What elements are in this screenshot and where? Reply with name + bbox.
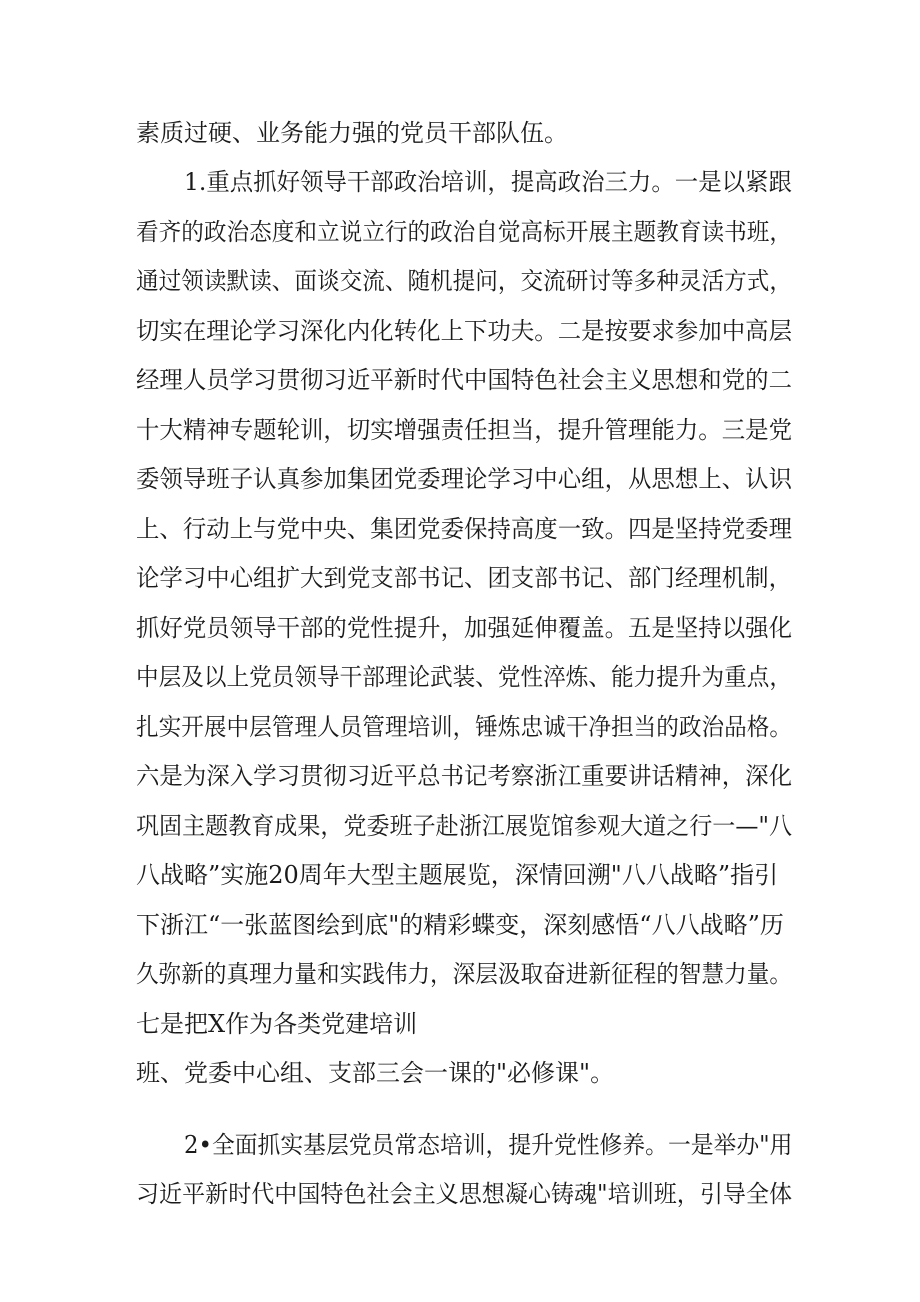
text-line: 七是把X作为各类党建培训: [136, 1010, 418, 1038]
text-line: 论学习中心组扩大到党支部书记、团支部书记、部门经理机制，: [136, 564, 793, 592]
text-line: 六是为深入学习贯彻习近平总书记考察浙江重要讲话精神，深化: [136, 762, 793, 790]
text-line: 上、行动上与党中央、集团党委保持高度一致。四是坚持党委理: [136, 515, 793, 543]
text-line: 2•全面抓实基层党员常态培训，提升党性修养。一是举办"用: [184, 1131, 793, 1159]
text-line: 看齐的政治态度和立说立行的政治自觉高标开展主题教育读书班，: [136, 218, 792, 246]
text-line: 下浙江“一张蓝图绘到底"的精彩蝶变，深刻感悟“八八战略”历: [136, 911, 784, 939]
text-line: 素质过硬、业务能力强的党员干部队伍。: [136, 119, 568, 147]
text-line: 切实在理论学习深化内化转化上下功夫。二是按要求参加中高层: [136, 317, 793, 345]
text-line: 八战略”实施20周年大型主题展览，深情回溯"八八战略”指引: [136, 861, 779, 889]
text-line: 班、党委中心组、支部三会一课的"必修课"。: [136, 1059, 615, 1087]
text-line: 抓好党员领导干部的党性提升，加强延伸覆盖。五是坚持以强化: [136, 614, 793, 642]
text-line: 习近平新时代中国特色社会主义思想凝心铸魂"培训班，引导全体: [136, 1180, 793, 1208]
text-line: 委领导班子认真参加集团党委理论学习中心组，从思想上、认识: [136, 465, 793, 493]
text-line: 久弥新的真理力量和实践伟力，深层汲取奋进新征程的智慧力量。: [136, 960, 792, 988]
text-line: 经理人员学习贯彻习近平新时代中国特色社会主义思想和党的二: [136, 366, 793, 394]
text-line: 巩固主题教育成果，党委班子赴浙江展览馆参观大道之行一—"八: [136, 812, 793, 840]
text-line: 扎实开展中层管理人员管理培训，锤炼忠诚干净担当的政治品格。: [136, 713, 792, 741]
text-line: 通过领读默读、面谈交流、随机提问，交流研讨等多种灵活方式，: [136, 267, 792, 295]
text-line: 十大精神专题轮训，切实增强责任担当，提升管理能力。三是党: [136, 416, 793, 444]
text-line: 中层及以上党员领导干部理论武装、党性淬炼、能力提升为重点，: [136, 663, 792, 691]
text-line: 1.重点抓好领导干部政治培训，提高政治三力。一是以紧跟: [184, 168, 792, 196]
